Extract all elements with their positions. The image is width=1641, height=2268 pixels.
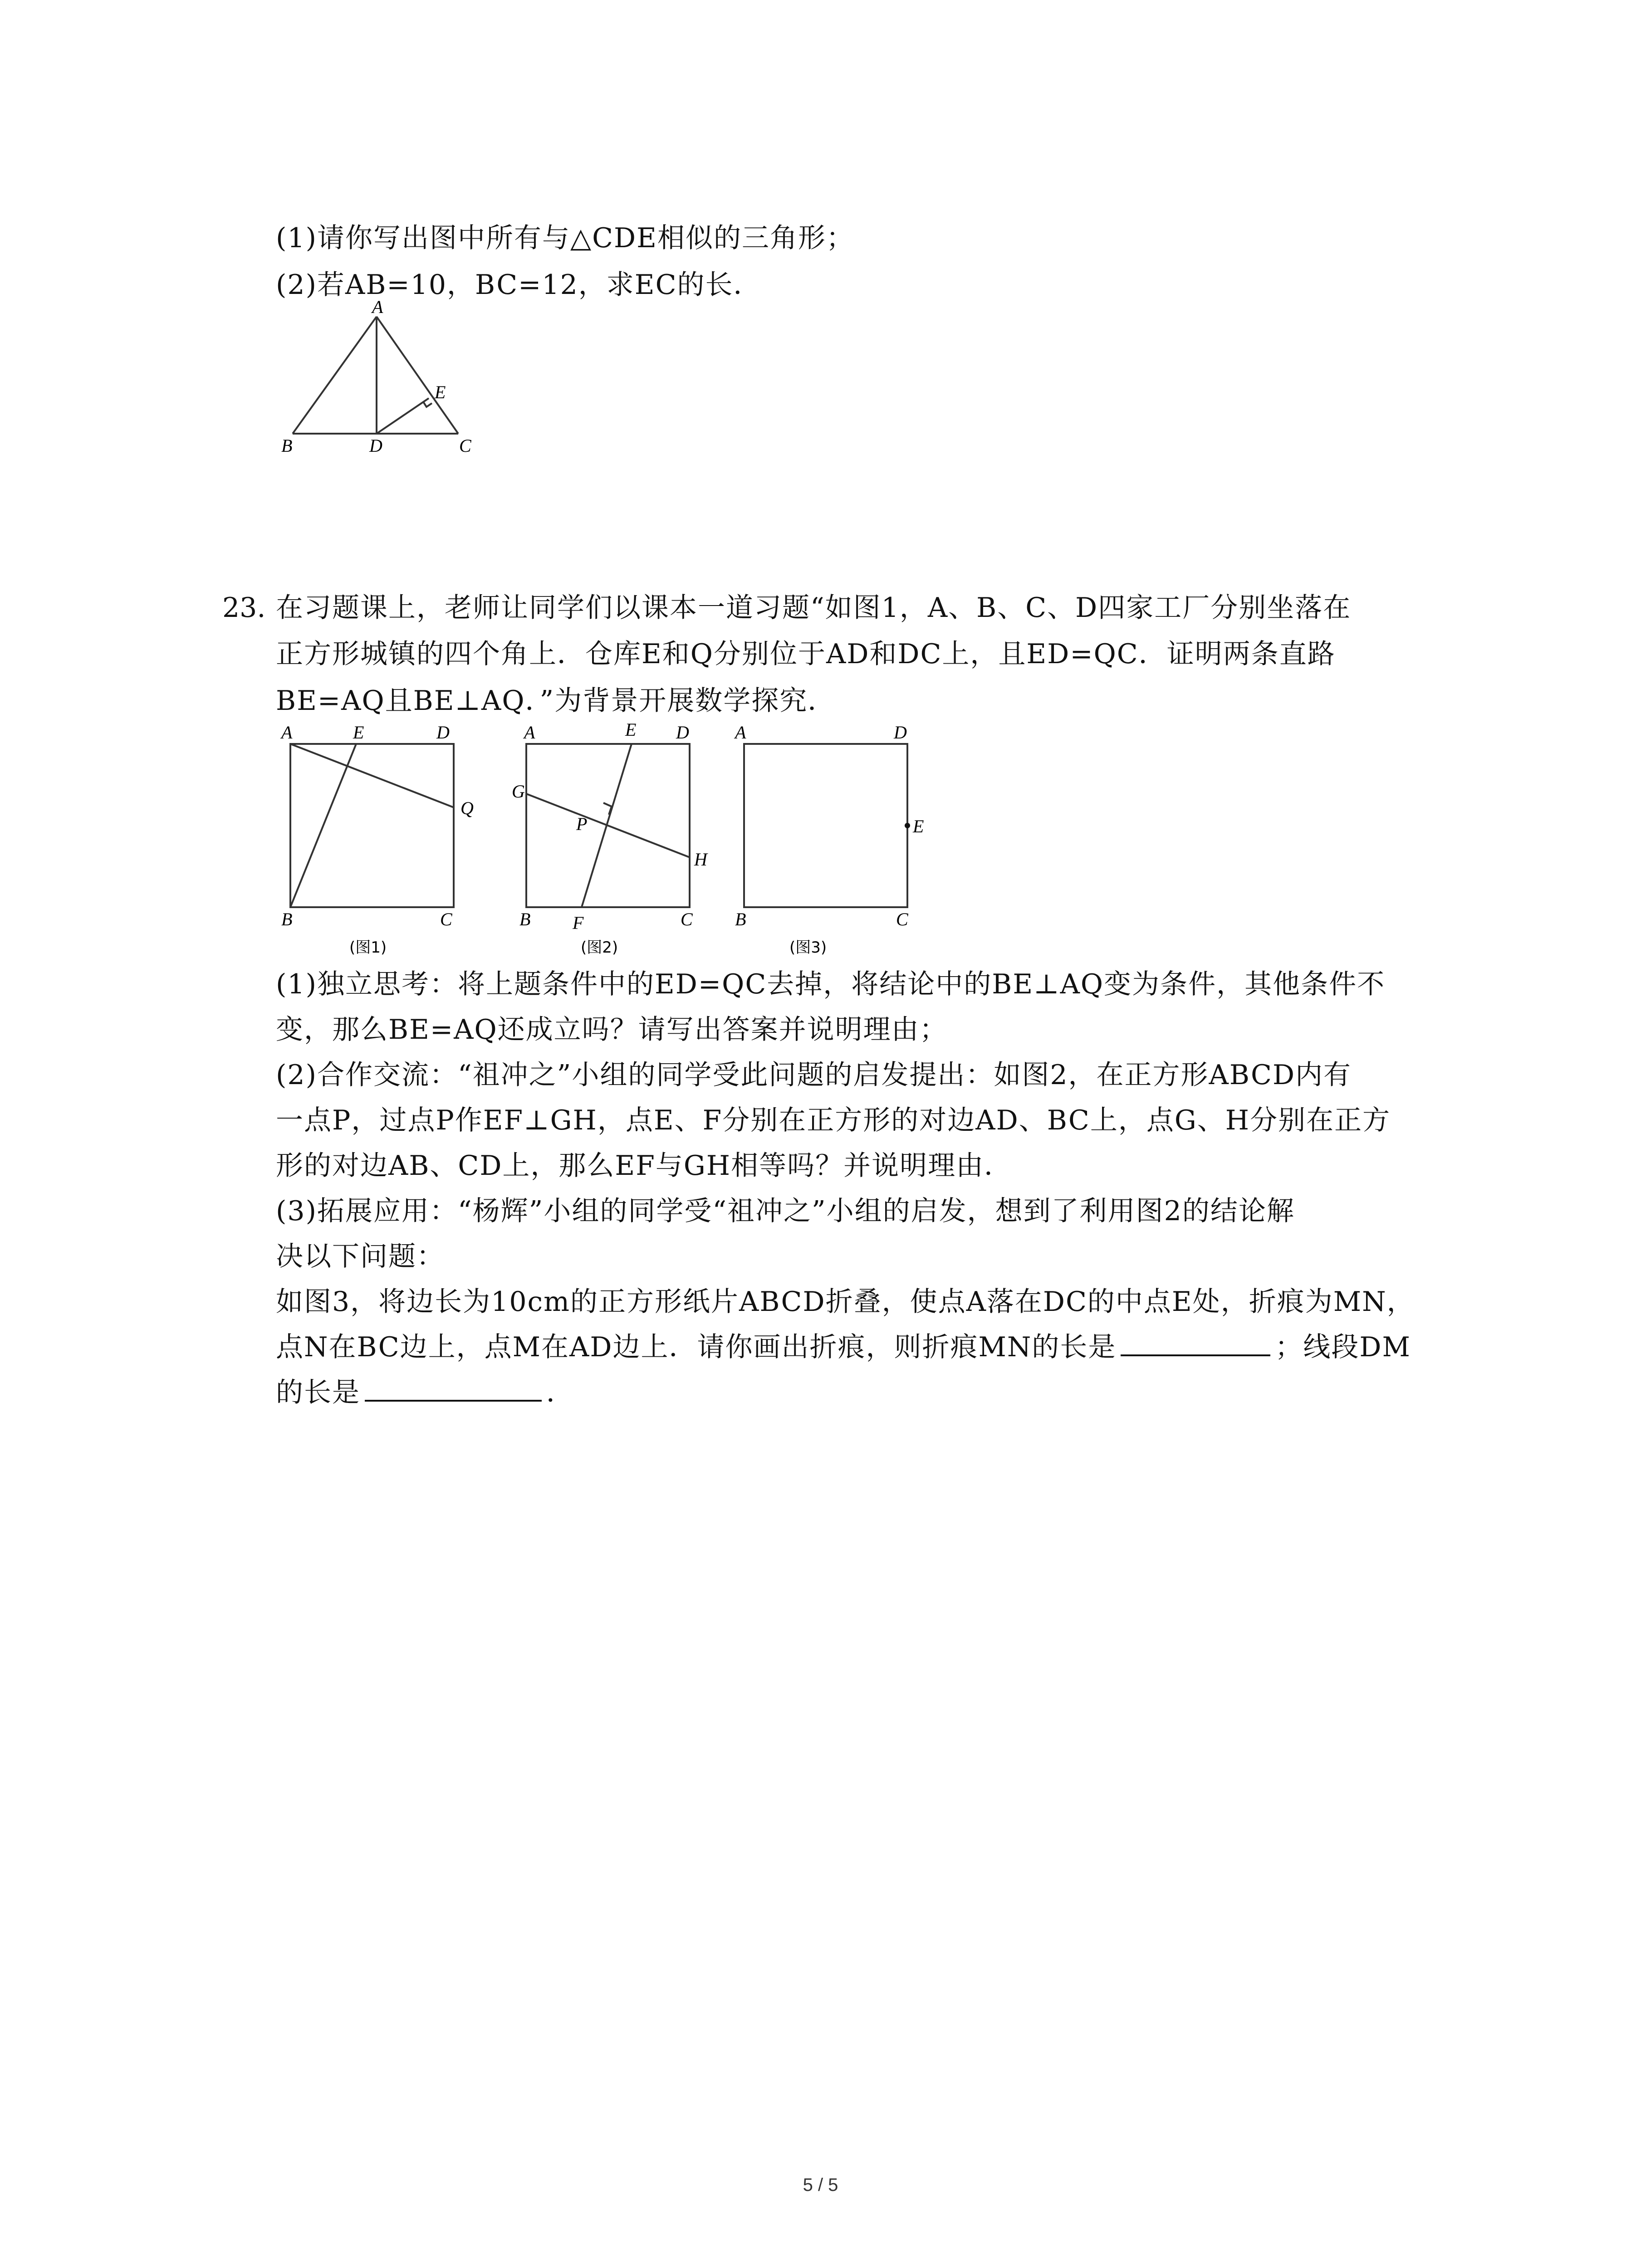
fig2-label-G: G bbox=[512, 781, 525, 802]
q23-p3-line2: 决以下问题： bbox=[276, 1241, 445, 1272]
q22-label-C: C bbox=[459, 435, 471, 454]
fig2-label-A: A bbox=[524, 722, 535, 743]
q23-p1-line2: 变，那么BE=AQ还成立吗？请写出答案并说明理由； bbox=[276, 1014, 948, 1046]
q22-part1: (1)请你写出图中所有与△CDE相似的三角形； bbox=[276, 222, 854, 254]
fig2-label-H: H bbox=[694, 849, 707, 870]
q23-p3-line3: 如图3，将边长为10cm的正方形纸片ABCD折叠，使点A落在DC的中点E处，折痕为MN， bbox=[276, 1286, 1415, 1318]
q23-number: 23. bbox=[222, 592, 266, 624]
fig1-caption: (图1) bbox=[349, 938, 387, 957]
fig1-label-Q: Q bbox=[460, 798, 474, 818]
fig1-label-A: A bbox=[281, 722, 293, 743]
fig1-label-B: B bbox=[281, 909, 293, 929]
q23-p3-line5 bbox=[276, 1379, 574, 1406]
q22-label-D: D bbox=[369, 435, 382, 454]
fig2-label-B: B bbox=[519, 909, 531, 929]
q23-figure-3 bbox=[726, 721, 935, 957]
q22-label-A: A bbox=[372, 299, 383, 317]
fig2-label-D: D bbox=[676, 722, 689, 743]
fig3-label-A: A bbox=[735, 722, 746, 743]
q23-p3-line4-tail: ；线段DM bbox=[1275, 1331, 1411, 1363]
q23-p3-line4 bbox=[276, 1331, 1411, 1363]
q23-figure-2 bbox=[508, 721, 717, 957]
q22-label-B: B bbox=[281, 435, 293, 454]
fig2-label-F: F bbox=[573, 913, 584, 933]
q23-intro-line3: BE=AQ且BE⊥AQ．”为背景开展数学探究． bbox=[276, 685, 836, 717]
fig3-caption: (图3) bbox=[789, 938, 827, 957]
fig2-caption: (图2) bbox=[581, 938, 618, 957]
fig3-label-D: D bbox=[894, 722, 907, 743]
q23-p3-line5-text: 的长是 bbox=[276, 1377, 360, 1408]
q23-p2-line3: 形的对边AB、CD上，那么EF与GH相等吗？并说明理由． bbox=[276, 1150, 1013, 1182]
q22-label-E: E bbox=[435, 382, 446, 402]
q23-p2-line1: (2)合作交流：“祖冲之”小组的同学受此问题的启发提出：如图2，在正方形ABCD内有 bbox=[276, 1059, 1352, 1091]
fig2-label-C: C bbox=[681, 909, 693, 929]
answer-blank-mn-length[interactable] bbox=[1121, 1354, 1270, 1356]
q22-part2: (2)若AB=10，BC=12，求EC的长． bbox=[276, 269, 762, 301]
fig2-label-P: P bbox=[576, 814, 588, 834]
fig3-point-E bbox=[905, 823, 910, 828]
q22-triangle-figure bbox=[272, 299, 508, 454]
q23-p3-line5-tail: ． bbox=[546, 1377, 574, 1408]
page-number: 5 / 5 bbox=[803, 2175, 838, 2195]
fig3-label-C: C bbox=[896, 909, 908, 929]
q23-p3-line1: (3)拓展应用：“杨辉”小组的同学受“祖冲之”小组的启发，想到了利用图2的结论解 bbox=[276, 1195, 1295, 1227]
fig3-label-E: E bbox=[913, 816, 924, 836]
q23-p1-line1: (1)独立思考：将上题条件中的ED=QC去掉，将结论中的BE⊥AQ变为条件，其他条件不 bbox=[276, 968, 1386, 1000]
q23-intro-line1: 在习题课上，老师让同学们以课本一道习题“如图1，A、B、C、D四家工厂分别坐落在 bbox=[276, 592, 1352, 624]
q23-p2-line2: 一点P，过点P作EF⊥GH，点E、F分别在正方形的对边AD、BC上，点G、H分别在正方 bbox=[276, 1105, 1391, 1136]
answer-blank-dm-length[interactable] bbox=[365, 1400, 542, 1402]
q23-figure-1 bbox=[272, 721, 481, 957]
fig1-label-C: C bbox=[440, 909, 452, 929]
fig1-label-E: E bbox=[353, 722, 364, 743]
q23-intro-line2: 正方形城镇的四个角上．仓库E和Q分别位于AD和DC上，且ED=QC．证明两条直路 bbox=[276, 638, 1336, 670]
fig3-label-B: B bbox=[735, 909, 746, 929]
fig2-label-E: E bbox=[625, 721, 637, 740]
q23-p3-line4-text: 点N在BC边上，点M在AD边上．请你画出折痕，则折痕MN的长是 bbox=[276, 1331, 1117, 1363]
fig1-label-D: D bbox=[436, 722, 450, 743]
